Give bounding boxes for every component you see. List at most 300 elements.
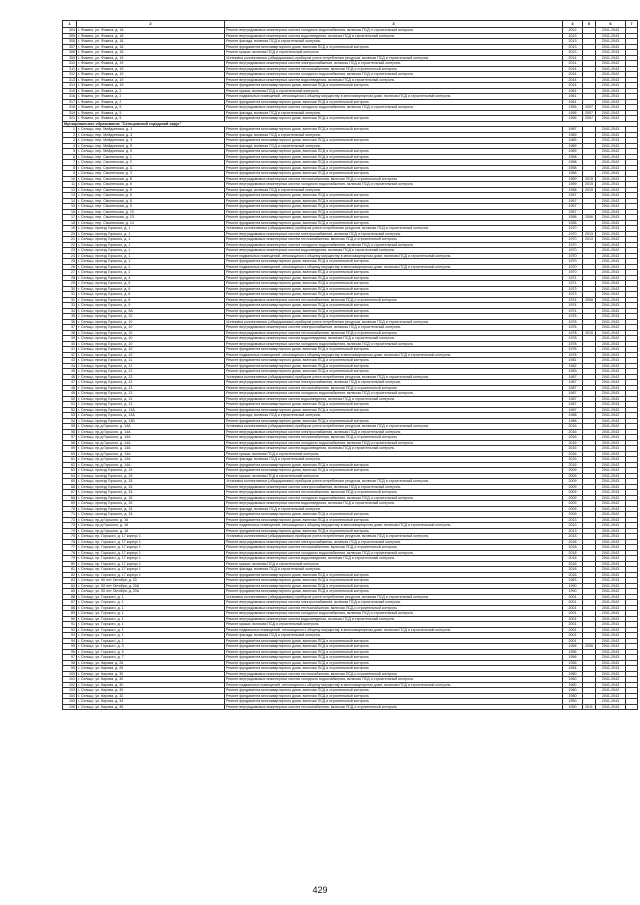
table-cell: 51 [63,402,77,408]
table-cell: 61 [63,457,77,463]
table-cell: Ремонт внутридомовых инженерных систем водоотведения, включая ПСД и строительный контроль [225,446,563,452]
table-cell: 50 [63,396,77,402]
table-cell: 2041-2043 [596,660,626,666]
table-cell: 2041-2043 [596,495,626,501]
table-cell: г. Сельцо, проезд Горького, д. 15 [77,501,225,507]
table-cell: 2 [63,132,77,138]
table-cell: 38 [63,330,77,336]
table-cell: г. Сельцо, ул. Горького, д. 7 [77,655,225,661]
table-cell: 2008 [583,644,596,650]
table-cell: Ремонт фундамента многоквартирного дома, включая ПСД и строительный контроль [225,83,563,89]
table-cell: 2015 [583,187,596,193]
table-cell: 2041-2043 [596,83,626,89]
table-cell: Ремонт фундамента многоквартирного дома, включая ПСД и строительный контроль [225,116,563,122]
table-cell: Ремонт фундамента многоквартирного дома, включая ПСД и строительный контроль [225,578,563,584]
table-cell: 2007 [583,105,596,111]
table-cell: 53 [63,413,77,419]
table-cell: г. Фокино, ул. Фокина, д. 18 [77,50,225,56]
table-cell: 24 [63,253,77,259]
table-cell: Ремонт подвальных помещений, относящихся к общему имуществу в многоквартирном доме, включая ПСД и строительный контроль [225,264,563,270]
table-cell: 1958 [563,154,583,160]
table-cell: 1971 [563,281,583,287]
table-cell: 1970 [563,226,583,232]
table-cell: 2041-2043 [596,440,626,446]
table-cell: 2041-2043 [596,325,626,331]
table-cell: Ремонт внутридомовых инженерных систем теплоснабжения, включая ПСД и строительный контроль [225,605,563,611]
table-cell: г. Фокино, ул. Фокина, д. 19 [77,83,225,89]
table-cell: Ремонт фундамента многоквартирного дома, включая ПСД и строительный контроль [225,589,563,595]
table-cell: Ремонт фундамента многоквартирного дома, включая ПСД и строительный контроль [225,171,563,177]
table-cell: 2041-2043 [596,193,626,199]
table-cell: г. Фокино, ул. Фокина, д. 5 [77,110,225,116]
table-cell: г. Сельцо, пер. Мейдонника, д. 5 [77,143,225,149]
table-cell: 67 [63,490,77,496]
table-cell: Ремонт внутридомовых инженерных систем холодного водоснабжения, включая ПСД и строительный контроль [225,242,563,248]
table-cell: г. Сельцо, пр-д Горького, д. 14А [77,457,225,463]
table-cell: 69 [63,501,77,507]
table-cell: Ремонт фундамента многоквартирного дома, включая ПСД и строительный контроль [225,512,563,518]
table-cell: 1954 [563,666,583,672]
table-cell: Установка коллективных (общедомовых) приборов учета потребления ресурсов, включая ПСД и строительный контроль [225,424,563,430]
table-cell: г. Сельцо, ул. Горького, д. 5 [77,649,225,655]
table-cell: 2009 [563,484,583,490]
table-cell: г. Сельцо, проезд Горького, д. 8 [77,297,225,303]
table-cell: г. Фокино, ул. Фокина, д. 19 [77,55,225,61]
table-cell: г. Сельцо, пр-д Горького, д. 14А [77,435,225,441]
table-cell: Ремонт фундамента многоквартирного дома, включая ПСД и строительный контроль [225,638,563,644]
table-cell: 2013 [563,33,583,39]
table-cell: 2014 [563,61,583,67]
table-cell: Ремонт фасада, включая ПСД и строительный контроль [225,110,563,116]
table-cell: 2041-2043 [596,358,626,364]
table-cell: г. Сельцо, проезд Горького, д. 8 [77,292,225,298]
table-cell: 101 [63,677,77,683]
table-cell: 321 [63,116,77,122]
table-cell: г. Сельцо, пер. Мейдонника, д. 3 [77,138,225,144]
table-cell: 2016 [563,435,583,441]
table-cell: 86 [63,594,77,600]
table-cell: 1958 [563,171,583,177]
table-cell: Ремонт фундамента многоквартирного дома, включая ПСД и строительный контроль [225,583,563,589]
table-cell: Ремонт фундамента многоквартирного дома, включая ПСД и строительный контроль [225,154,563,160]
table-cell: 1 [63,127,77,133]
table-cell: 1950 [563,704,583,710]
table-cell: 2041-2043 [596,644,626,650]
table-cell: Ремонт внутридомовых инженерных систем теплоснабжения, включая ПСД и строительный контроль [225,66,563,72]
table-cell: 2041-2043 [596,402,626,408]
table-cell: 12 [63,187,77,193]
table-cell: Ремонт фундамента многоквартирного дома, включая ПСД и строительный контроль [225,292,563,298]
table-cell: г. Сельцо, проезд Горького, д. 4 [77,275,225,281]
table-cell: г. Сельцо, проезд Горького, д. 13 [77,396,225,402]
table-cell: Установка коллективных (общедомовых) приборов учета потребления ресурсов, включая ПСД и строительный контроль [225,594,563,600]
table-cell: г. Фокино, ул. Фокина, д. 2 [77,88,225,94]
table-cell: 2041-2043 [596,105,626,111]
table-cell: 2016 [563,462,583,468]
table-cell: 1958 [563,160,583,166]
table-cell: 48 [63,385,77,391]
table-cell: 1978 [563,341,583,347]
table-cell: 2041-2043 [596,605,626,611]
table-cell: Ремонт фундамента многоквартирного дома, включая ПСД и строительный контроль [225,655,563,661]
table-cell: г. Фокино, ул. Фокина, д. 19 [77,77,225,83]
table-cell: Ремонт фундамента многоквартирного дома, включая ПСД и строительный контроль [225,363,563,369]
table-cell: 1957 [563,198,583,204]
table-cell: 2041-2043 [596,149,626,155]
table-cell: 1956 [563,649,583,655]
table-cell: 2041-2043 [596,589,626,595]
table-cell: 2014 [563,72,583,78]
header-cell: 3 [225,21,563,28]
table-cell: Ремонт фундамента многоквартирного дома, включая ПСД и строительный контроль [225,517,563,523]
table-cell: 2041-2043 [596,220,626,226]
table-cell: 45 [63,369,77,375]
table-cell: 2041-2043 [596,319,626,325]
table-cell: 2041-2043 [596,226,626,232]
table-cell: г. Сельцо, пер. Смоленская, д. 1 [77,154,225,160]
table-cell: 318 [63,105,77,111]
table-cell: 56 [63,429,77,435]
table-cell: 2041-2043 [596,655,626,661]
table-cell: 2041-2043 [596,341,626,347]
table-cell: 2009 [563,490,583,496]
table-cell: г. Сельцо, пер. Смоленская, д. 13 [77,215,225,221]
table-cell: Ремонт фундамента многоквартирного дома, включая ПСД и строительный контроль [225,468,563,474]
table-cell: 2009 [563,512,583,518]
table-cell: 1973 [563,292,583,298]
table-cell: 2041-2043 [596,451,626,457]
table-cell: 310 [63,61,77,67]
table-cell: Ремонт внутридомовых инженерных систем теплоснабжения, включая ПСД и строительный контроль [225,545,563,551]
table-cell: 2041-2043 [596,413,626,419]
table-cell: 22 [63,242,77,248]
table-cell: 1987 [563,391,583,397]
table-cell: 2041-2043 [596,572,626,578]
table-cell: 66 [63,484,77,490]
table-cell: г. Сельцо, пер. Мейдонника, д. 1 [77,127,225,133]
table-cell: 2041-2043 [596,127,626,133]
table-cell: г. Сельцо, проезд Горького, д. 11 [77,358,225,364]
table-cell: г. Сельцо, пр. Горького, д. 17 корпус 1 [77,561,225,567]
table-cell: Ремонт внутридомовых инженерных систем холодного водоснабжения, включая ПСД и строительный контроль [225,391,563,397]
table-cell: 2001 [563,594,583,600]
table-cell: 2014 [563,83,583,89]
table-cell: 2041-2043 [596,61,626,67]
table-cell: 2041-2043 [596,347,626,353]
table-cell: г. Сельцо, пр-д Горького, д. 14А [77,440,225,446]
table-cell: 1990 [563,583,583,589]
table-cell: 102 [63,682,77,688]
table-cell: 2041-2043 [596,539,626,545]
table-cell: 2009 [563,479,583,485]
table-cell: 96 [63,649,77,655]
table-cell: 2016 [563,424,583,430]
table-cell: г. Сельцо, проезд Горького, д. 13Б [77,418,225,424]
table-cell: Ремонт фундамента многоквартирного дома, включая ПСД и строительный контроль [225,275,563,281]
table-cell: 1974 [563,297,583,303]
table-cell: 7 [63,160,77,166]
table-cell: 1956 [563,655,583,661]
table-cell: Ремонт фундамента многоквартирного дома, включая ПСД и строительный контроль [225,209,563,215]
table-cell: г. Сельцо, проезд Горького, д. 1 [77,242,225,248]
table-cell: 2014 [563,77,583,83]
table-cell: 1978 [563,319,583,325]
table-cell: г. Фокино, ул. Фокина, д. 5 [77,105,225,111]
table-cell: Ремонт фундамента многоквартирного дома, включая ПСД и строительный контроль [225,688,563,694]
table-cell: 57 [63,435,77,441]
table-cell: 80 [63,561,77,567]
table-cell: г. Фокино, ул. Фокина, д. 19 [77,66,225,72]
table-cell: г. Сельцо, пер. Смоленская, д. 8 [77,198,225,204]
table-cell: Ремонт внутридомовых инженерных систем электроснабжения, включая ПСД и строительный контроль [225,61,563,67]
table-cell: 2041-2043 [596,99,626,105]
table-cell: 26 [63,264,77,270]
table-cell: Ремонт подвальных помещений, относящихся к общему имуществу в многоквартирном доме, включая ПСД и строительный контроль [225,682,563,688]
table-cell: 2041-2043 [596,534,626,540]
table-cell: 1960 [563,677,583,683]
table-cell: 2041-2043 [596,231,626,237]
table-cell: г. Сельцо, пер. Смоленская, д. 9 [77,204,225,210]
table-cell: 1970 [563,253,583,259]
table-cell: 2041-2043 [596,627,626,633]
table-cell: 1957 [563,193,583,199]
table-cell: 63 [63,468,77,474]
table-cell: Ремонт крыши, включая ПСД и строительный контроль [225,50,563,56]
table-cell: 317 [63,99,77,105]
table-cell: г. Сельцо, пер. Смоленская, д. 10 [77,209,225,215]
table-cell: 2041-2043 [596,204,626,210]
table-cell: Ремонт подвальных помещений, относящихся к общему имуществу в многоквартирном доме, включая ПСД и строительный контроль [225,523,563,529]
table-cell: Установка коллективных (общедомовых) приборов учета потребления ресурсов, включая ПСД и строительный контроль [225,534,563,540]
table-cell: Ремонт фундамента многоквартирного дома, включая ПСД и строительный контроль [225,407,563,413]
table-cell: г. Сельцо, пер. Смоленская, д. 3 [77,171,225,177]
table-cell: 2041-2043 [596,55,626,61]
table-cell: Ремонт подвальных помещений, относящихся к общему имуществу в многоквартирном доме, включая ПСД и строительный контроль [225,253,563,259]
table-cell: 68 [63,495,77,501]
table-cell: 58 [63,440,77,446]
table-cell: Ремонт фундамента многоквартирного дома, включая ПСД и строительный контроль [225,693,563,699]
table-cell: 2041-2043 [596,704,626,710]
table-cell: 2009 [563,495,583,501]
table-cell: 2041-2043 [596,671,626,677]
table-cell: 64 [63,473,77,479]
table-cell: 2014 [563,66,583,72]
table-cell: 1970 [563,259,583,265]
table-cell: г. Фокино, ул. Фокина, д. 18 [77,33,225,39]
table-cell: 70 [63,506,77,512]
table-cell: 71 [63,512,77,518]
table-cell: 1963 [563,578,583,584]
table-cell: 311 [63,66,77,72]
table-cell: 21 [63,237,77,243]
table-cell: г. Сельцо, ул. Горького, д. 1 [77,616,225,622]
table-cell: 2041-2043 [596,281,626,287]
table-cell: Ремонт фундамента многоквартирного дома, включая ПСД и строительный контроль [225,160,563,166]
section-title: Муниципальное образование "Сельцовский городской округ" [63,121,638,127]
table-cell: г. Сельцо, проезд Горького, д. 13 [77,385,225,391]
table-cell: Ремонт внутридомовых инженерных систем водоотведения, включая ПСД и строительный контроль [225,33,563,39]
table-cell: 2041-2043 [596,237,626,243]
table-cell: Ремонт внутридомовых инженерных систем холодного водоснабжения, включая ПСД и строительный контроль [225,550,563,556]
table-cell: 1956 [563,105,583,111]
table-cell: 2001 [563,616,583,622]
table-cell: Ремонт внутридомовых инженерных систем холодного водоснабжения, включая ПСД и строительный контроль [225,495,563,501]
table-cell: Ремонт фундамента многоквартирного дома, включая ПСД и строительный контроль [225,270,563,276]
table-cell: г. Фокино, ул. Фокина, д. 18 [77,39,225,45]
table-cell: г. Сельцо, пр. Горького, д. 17 корпус 1 [77,567,225,573]
table-cell: Ремонт подвальных помещений, относящихся к общему имуществу в многоквартирном доме, включая ПСД и строительный контроль [225,627,563,633]
table-cell: 83 [63,578,77,584]
table-cell: 2001 [563,611,583,617]
table-cell: 2041-2043 [596,242,626,248]
table-cell: Ремонт крыши, включая ПСД и строительный контроль [225,451,563,457]
table-cell: 1959 [563,182,583,188]
table-cell: 25 [63,259,77,265]
table-cell: 1958 [563,187,583,193]
table-cell: 1958 [563,215,583,221]
header-cell: 7 [626,21,638,28]
table-cell: 2041-2043 [596,264,626,270]
table-cell: Ремонт фундамента многоквартирного дома, включая ПСД и строительный контроль [225,193,563,199]
table-cell: г. Сельцо, проезд Горького, д. 10 [77,341,225,347]
table-cell: 2041-2043 [596,308,626,314]
table-cell: 1956 [563,116,583,122]
table-cell: Ремонт внутридомовых инженерных систем холодного водоснабжения, включая ПСД и строительный контроль [225,72,563,78]
table-cell: г. Сельцо, ул. Горького, д. 1 [77,611,225,617]
table-cell: 1976 [563,314,583,320]
table-cell: г. Фокино, ул. Фокина, д. 2 [77,94,225,100]
table-cell: 2041-2043 [596,666,626,672]
table-cell: 2001 [563,638,583,644]
table-cell: 31 [63,292,77,298]
table-cell: г. Сельцо, проезд Горького, д. 13А [77,413,225,419]
table-cell: 1960 [563,682,583,688]
table-cell: 29 [63,281,77,287]
table-cell: 40 [63,341,77,347]
table-cell: 2041-2043 [596,72,626,78]
table-cell: Установка коллективных (общедомовых) приборов учета потребления ресурсов, включая ПСД и строительный контроль [225,479,563,485]
table-cell: г. Сельцо, пер. Смоленская, д. 8 [77,193,225,199]
table-cell: Установка коллективных (общедомовых) приборов учета потребления ресурсов, включая ПСД и строительный контроль [225,55,563,61]
table-cell: 2041-2043 [596,187,626,193]
table-cell: 20 [63,231,77,237]
table-cell: 2041-2043 [596,616,626,622]
table-cell: Ремонт внутридомовых инженерных систем холодного водоснабжения, включая ПСД и строительный контроль [225,28,563,34]
table-cell: 92 [63,627,77,633]
table-cell: Ремонт фасада, включая ПСД и строительный контроль [225,567,563,573]
table-cell: 2041-2043 [596,600,626,606]
table-cell: 23 [63,248,77,254]
table-cell: 2013 [563,50,583,56]
table-cell: Ремонт фундамента многоквартирного дома, включая ПСД и строительный контроль [225,418,563,424]
table-cell: 15 [63,204,77,210]
table-cell: Ремонт фундамента многоквартирного дома, включая ПСД и строительный контроль [225,572,563,578]
table-cell: Ремонт крыши, включая ПСД и строительный контроль [225,473,563,479]
table-cell: г. Сельцо, пр. Горького, д. 17 корпус 1 [77,556,225,562]
table-cell: 2009 [563,468,583,474]
table-cell: 2041-2043 [596,429,626,435]
table-cell: 35 [63,314,77,320]
table-cell: 27 [63,270,77,276]
table-cell: Ремонт внутридомовых инженерных систем холодного водоснабжения, включая ПСД и строительный контроль [225,182,563,188]
table-cell: 314 [63,83,77,89]
table-cell: Ремонт фундамента многоквартирного дома, включая ПСД и строительный контроль [225,369,563,375]
header-cell: 5 [583,21,596,28]
table-cell: г. Сельцо, проезд Горького, д. 10 [77,336,225,342]
table-cell: г. Сельцо, пер. Смоленская, д. 6 [77,176,225,182]
table-cell: г. Сельцо, пер. Смоленская, д. 2 [77,160,225,166]
table-cell: Ремонт внутридомовых инженерных систем электроснабжения, включая ПСД и строительный контроль [225,539,563,545]
table-cell: 2041-2043 [596,611,626,617]
table-cell: Ремонт фундамента многоквартирного дома, включая ПСД и строительный контроль [225,127,563,133]
table-cell: 2014 [563,55,583,61]
table-cell: 309 [63,55,77,61]
table-cell: Установка коллективных (общедомовых) приборов учета потребления ресурсов, включая ПСД и строительный контроль [225,226,563,232]
table-cell: г. Фокино, ул. Фокина, д. 18 [77,28,225,34]
table-cell: 2041-2043 [596,171,626,177]
table-cell: 1956 [563,644,583,650]
table-cell: г. Сельцо, пер. Смоленская, д. 3 [77,165,225,171]
table-cell: Ремонт внутридомовых инженерных систем теплоснабжения, включая ПСД и строительный контроль [225,176,563,182]
table-cell: 2041-2043 [596,545,626,551]
table-cell: Ремонт фундамента многоквартирного дома, включая ПСД и строительный контроль [225,138,563,144]
table-cell: 2041-2043 [596,677,626,683]
table-cell: 1989 [563,149,583,155]
table-cell: 2041-2043 [596,369,626,375]
table-cell: 313 [63,77,77,83]
table-cell: 2008 [583,297,596,303]
table-cell: 2041-2043 [596,550,626,556]
table-cell: г. Сельцо, проезд Горького, д. 10 [77,347,225,353]
table-cell: 103 [63,688,77,694]
table-cell: 2041-2043 [596,484,626,490]
table-cell: Ремонт фундамента многоквартирного дома, включая ПСД и строительный контроль [225,347,563,353]
table-cell: Ремонт внутридомовых инженерных систем электроснабжения, включая ПСД и строительный контроль [225,600,563,606]
table-cell: 62 [63,462,77,468]
table-cell: г. Сельцо, ул. Кирова, д. 30 [77,671,225,677]
table-cell: 2041-2043 [596,446,626,452]
table-cell: 2041-2043 [596,314,626,320]
table-cell: 90 [63,616,77,622]
table-cell: Ремонт фасада, включая ПСД и строительный контроль [225,39,563,45]
table-cell: 99 [63,666,77,672]
table-body [63,21,638,710]
table-cell: 10 [63,176,77,182]
table-cell: 2041-2043 [596,270,626,276]
table-cell: г. Сельцо, ул. Кирова, д. 30 [77,677,225,683]
table-cell: 1978 [563,336,583,342]
table-cell: Ремонт фундамента многоквартирного дома, включая ПСД и строительный контроль [225,308,563,314]
table-cell: 2041-2043 [596,259,626,265]
table-cell: 2041-2043 [596,336,626,342]
table-cell: 1987 [563,380,583,386]
table-cell: 1990 [563,589,583,595]
table-cell: 1978 [563,352,583,358]
table-cell: Ремонт фундамента многоквартирного дома, включая ПСД и строительный контроль [225,165,563,171]
table-cell: г. Сельцо, проезд Горького, д. 13 [77,380,225,386]
table-cell: 34 [63,308,77,314]
table-cell: 2009 [563,501,583,507]
table-cell: 2041-2043 [596,374,626,380]
table-cell: 2001 [563,622,583,628]
table-cell: 77 [63,545,77,551]
table-cell: 2015 [583,176,596,182]
table-cell: 2041-2043 [596,198,626,204]
table-cell: 47 [63,380,77,386]
table-cell: Ремонт фасада, включая ПСД и строительный контроль [225,132,563,138]
header-cell: 4 [563,21,583,28]
table-cell: 319 [63,110,77,116]
